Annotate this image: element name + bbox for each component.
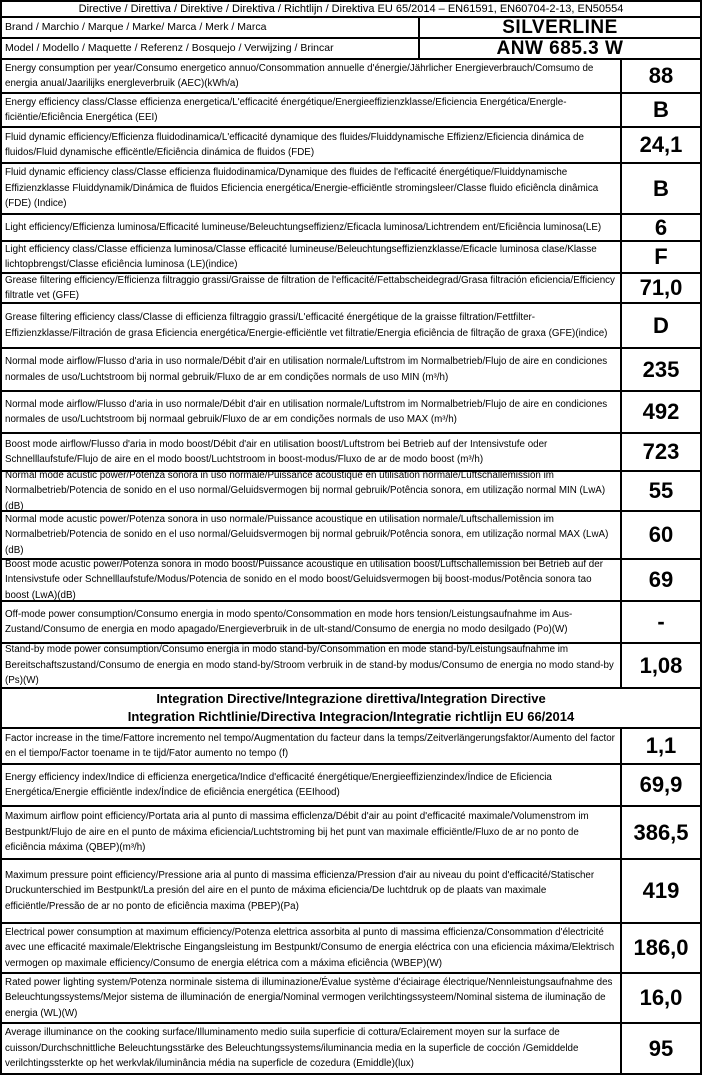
row-boost-mode-airflow [2, 434, 700, 472]
spec-value: 69,9 [620, 765, 700, 805]
row-boost-mode-acoustic-power [2, 560, 700, 602]
row-energy-efficiency-index [2, 765, 700, 807]
spec-label: Energy consumption per year/Consumo energetico annuo/Consommation annuelle d'énergie/Jährlicher Energieverbrauch/Comsumo de energia anual/Jaarilijks energleverbruik (AEC)(kWh/a) [5, 62, 594, 89]
model-row [2, 39, 700, 60]
row-standby-mode-power-consumption [2, 644, 700, 689]
spec-value: 88 [620, 60, 700, 92]
brand-label: Brand / Marchio / Marque / Marke/ Marca / Merk / Marca [5, 20, 267, 33]
row-time-increase-factor [2, 729, 700, 765]
row-rated-power-lighting-system [2, 974, 700, 1024]
spec-label: Fluid dynamic efficiency class/Classe efficienza fluidodinamica/Dynamique des fluides de l'efficacité énergétique/Fluiddynamische Effizienzklasse Fluiddynamik/Dinámica de fluidos Eficiencia energética/Energie-efficiëntle stromingsleer/Classe fluido eficiêncla dinâmica (FDE) (Indice) [5, 167, 599, 210]
spec-value: 95 [620, 1024, 700, 1073]
row-electrical-power-at-max-efficiency [2, 924, 700, 974]
spec-value: 186,0 [620, 924, 700, 972]
spec-value: B [620, 164, 700, 213]
spec-value: 16,0 [620, 974, 700, 1022]
spec-label: Normal mode acustic power/Potenza sonora in uso normale/Puissance acoustique en utilisation normale/Luftschallemission im Normalbetrieb/Potencia de sonido en el uso normal/Geluidsvermogen bij normal gebruik/Potência sonora, em utilização normal MIN (LwA)(dB) [5, 469, 606, 512]
row-normal-mode-airflow-max [2, 392, 700, 434]
integration-directive-header [2, 689, 700, 729]
spec-label: Light efficiency/Efficienza luminosa/Efficacité lumineuse/Beleuchtungseffizienz/Eficacla luminosa/Lichtrendem ent/Eficiência luminosa(LE) [5, 221, 602, 233]
row-fluid-dynamic-efficiency-class [2, 164, 700, 215]
row-max-pressure-point-efficiency [2, 860, 700, 924]
spec-label: Normal mode airflow/Flusso d'aria in uso normale/Débit d'air en utilisation normale/Luftstrom im Normalbetrieb/Flujo de aire en condiciones normales de uso/Luchtstroom bij normaal gebruik/Fluxo de ar em condições normals de uso MAX (m³/h) [5, 398, 608, 425]
brand-row [2, 18, 700, 39]
row-max-airflow-point-efficiency [2, 807, 700, 860]
row-energy-efficiency-class [2, 94, 700, 128]
spec-value: 69 [620, 560, 700, 600]
spec-value: D [620, 304, 700, 347]
spec-value: 723 [620, 434, 700, 470]
spec-label: Boost mode acustic power/Potenza sonora in modo boost/Puissance acoustique en utilisation boost/Luftschallemission bei Betrieb auf der Intensivstufe oder Schnelllaufstufe/Modus/Potencia de sonido en el modo boost/Geluidsvermogen bij boost-modus/Potência sonora tao boost (LwA)(dB) [5, 558, 603, 601]
row-grease-filtering-efficiency-class [2, 304, 700, 349]
directive-text: Directive / Direttiva / Direktive / Direktiva / Richtlijn / Direktiva EU 65/2014 – EN61591, EN60704-2-13, EN50554 [78, 3, 624, 15]
spec-label: Fluid dynamic efficiency/Efficienza fluidodinamica/L'efficacité dynamique des fluides/Fluiddynamische Effizienz/Eficiencia dinámica de fluidos/Fluid dynamische efficëntle/Eficiência dinámica de fluidos (FDE) [5, 131, 584, 158]
spec-label: Rated power lighting system/Potenza norminale sistema di illuminazione/Évalue système d'éciairage électrique/Nennleistungsaufnahme des Beleuchtungssystems/Mejor sistema de illuminación de energia/Nominal vermogen verilchtingssysteem/Nominal sistema de iluminação de energia (WL)(W) [5, 976, 613, 1019]
spec-value: 60 [620, 512, 700, 558]
spec-label: Normal mode airflow/Flusso d'aria in uso normale/Débit d'air en utilisation normale/Luftstrom im Normalbetrieb/Flujo de aire en condiciones normales de uso/Luchtstroom bij normal gebruik/Fluxo de ar em condições normals de uso MIN (m³/h) [5, 356, 608, 383]
spec-label: Grease filtering efficiency/Efficienza filtraggio grassi/Graisse de filtration de l'efficacité/Fettabscheidegrad/Grasa filtración eficiencia/Efficiency filtratle vet (GFE) [5, 274, 615, 301]
spec-value: 6 [620, 215, 700, 240]
spec-label: Light efficiency class/Classe efficienza luminosa/Classe efficacité lumineuse/Beleuchtungseffizienzklasse/Eficacle luminosa clase/Klasse lichtopbrengst/Classe eficiência luminosa (LE)(indice) [5, 243, 597, 270]
spec-label: Stand-by mode power consumption/Consumo energia in modo stand-by/Consommation en mode stand-by/Leistungsaufnahme im Bereitschaftszustand/Consumo de energia en modo stand-by/Stroom verbruik in de stand-by modus/Consumo de energia no modo stand-by (Ps)(W) [5, 644, 614, 687]
spec-value: 235 [620, 349, 700, 390]
row-energy-consumption-year [2, 60, 700, 94]
section-title-line1: Integration Directive/Integrazione direttiva/Integration Directive [156, 691, 546, 706]
spec-value: 24,1 [620, 128, 700, 162]
spec-value: 1,1 [620, 729, 700, 763]
spec-label: Maximum pressure point efficiency/Pressione aria al punto di massima efficienza/Pression d'air au niveau du point d'efficacité/Statischer Druckunterschied im Bestpunkt/La presión del aire en el punto de máxima eficiencia/De luchtdruk op de plaats van maximale efficiëntle/Pressão de ar no ponto de eficiência maxima (PBEP)(Pa) [5, 869, 595, 912]
spec-label: Grease filtering efficiency class/Classe di efficienza filtraggio grassi/L'efficacité énergétique de la graisse filtration/Fettfilter-Effizienzklasse/Filtración de grasa Eficiencia energética/Energie-efficiëntle vet filtratie/Energia eficiência de filtração de graxa (GFE)(indice) [5, 312, 608, 339]
spec-value: 71,0 [620, 274, 700, 302]
spec-label: Energy efficiency class/Classe efficienza energetica/L'efficacité énergétique/Energieeffizienzklasse/Eficiencia Energética/Energle-ficiëntie/Eficiência Energética (EEI) [5, 96, 567, 123]
spec-label: Factor increase in the time/Fattore incremento nel tempo/Augmentation du facteur dans la temps/Zeitverlängerungsfaktor/Aumento del factor en el tiempo/Factor toename in te tijd/Fator aumento no tempo (f) [5, 732, 615, 759]
model-label: Model / Modello / Maquette / Referenz / Bosquejo / Verwijzing / Brincar [5, 41, 334, 54]
row-normal-mode-acoustic-power-min [2, 469, 700, 512]
spec-label: Normal mode acustic power/Potenza sonora in uso normale/Puissance acoustique en utilisation normale/Luftschallemission im Normalbetrieb/Potencia de sonido en el uso normal/Geluidsvermogen bij normal gebruik/Potência sonora, em utilização normal MAX (LwA)(dB) [5, 513, 609, 556]
spec-value: B [620, 94, 700, 126]
row-light-efficiency [2, 215, 700, 242]
spec-label: Boost mode airflow/Flusso d'aria in modo boost/Débit d'air en utilisation boost/Luftstrom bei Betrieb auf der Intensivstufe oder Schnelllaufstufe/Flujo de aire en el modo boost/Luchtstroom in boost-modus/Fluxo de ar de modo boost (m³/h) [5, 438, 548, 465]
spec-label: Electrical power consumption at maximum efficiency/Potenza elettrica assorbita al punto di massima efficienza/Consommation d'électricité avec une efficacité maximale/Elektrische Eingangsleistung im Bestpunkt/Consumo de energia eléctrica con una eficiencia máxima/Elektrisch vermogen op maximale efficiency/Consumo de energia elétrica com a máxima eficiência (WBEP)(W) [5, 926, 615, 969]
spec-value: 1,08 [620, 644, 700, 687]
row-light-efficiency-class [2, 242, 700, 274]
row-normal-mode-acoustic-power-max [2, 512, 700, 560]
brand-value: SILVERLINE [418, 18, 700, 37]
model-value: ANW 685.3 W [418, 39, 700, 58]
spec-value: 419 [620, 860, 700, 922]
spec-label: Off-mode power consumption/Consumo energia in modo spento/Consommation en mode hors tension/Leistungsaufnahme im Aus-Zustand/Consumo de energia en modo apagado/Energieverbruik in de ult-stand/Consumo de energia no modo desilgado (Po)(W) [5, 608, 573, 635]
spec-label: Average illuminance on the cooking surface/Illuminamento medio suila superficie di cottura/Eclairement moyen sur la surface de cuisson/Durchschnittliche Beleuchtungsstärke des Beleuchtungssystems/iluminancia media en la superficle de cocción /Gemiddelde verilchtingssterkte op het werkvlak/iluminância média na superficle de cozedura (Emiddle)(lux) [5, 1027, 579, 1070]
row-normal-mode-airflow-min [2, 349, 700, 392]
spec-value: F [620, 242, 700, 272]
spec-label: Energy efficiency index/Indice di efficienza energetica/Indice d'efficacité énergétique/Energieeffizienzindex/Índice de Eficiencia Energética/Energie efficiëntle index/Índice de eficiência energética (EEIhood) [5, 771, 552, 798]
spec-value: 55 [620, 472, 700, 510]
row-average-illuminance [2, 1024, 700, 1073]
spec-value: - [620, 602, 700, 642]
spec-value: 492 [620, 392, 700, 432]
spec-value: 386,5 [620, 807, 700, 858]
row-off-mode-power-consumption [2, 602, 700, 644]
spec-label: Maximum airflow point efficiency/Portata aria al punto di massima efficlenza/Débit d'air au point d'efficacité maximale/Volumenstrom im Bestpunkt/Flujo de aire en el punto de máxima eficiencia/Luchtstroming bij het punt van maximale efficiëntle/Fluxo de ar no ponto de eficiência máxima (QBEP)(m³/h) [5, 811, 589, 854]
row-grease-filtering-efficiency [2, 274, 700, 304]
row-fluid-dynamic-efficiency [2, 128, 700, 164]
section-title-line2: Integration Richtlinie/Directiva Integracion/Integratie richtlijn EU 66/2014 [127, 709, 575, 724]
